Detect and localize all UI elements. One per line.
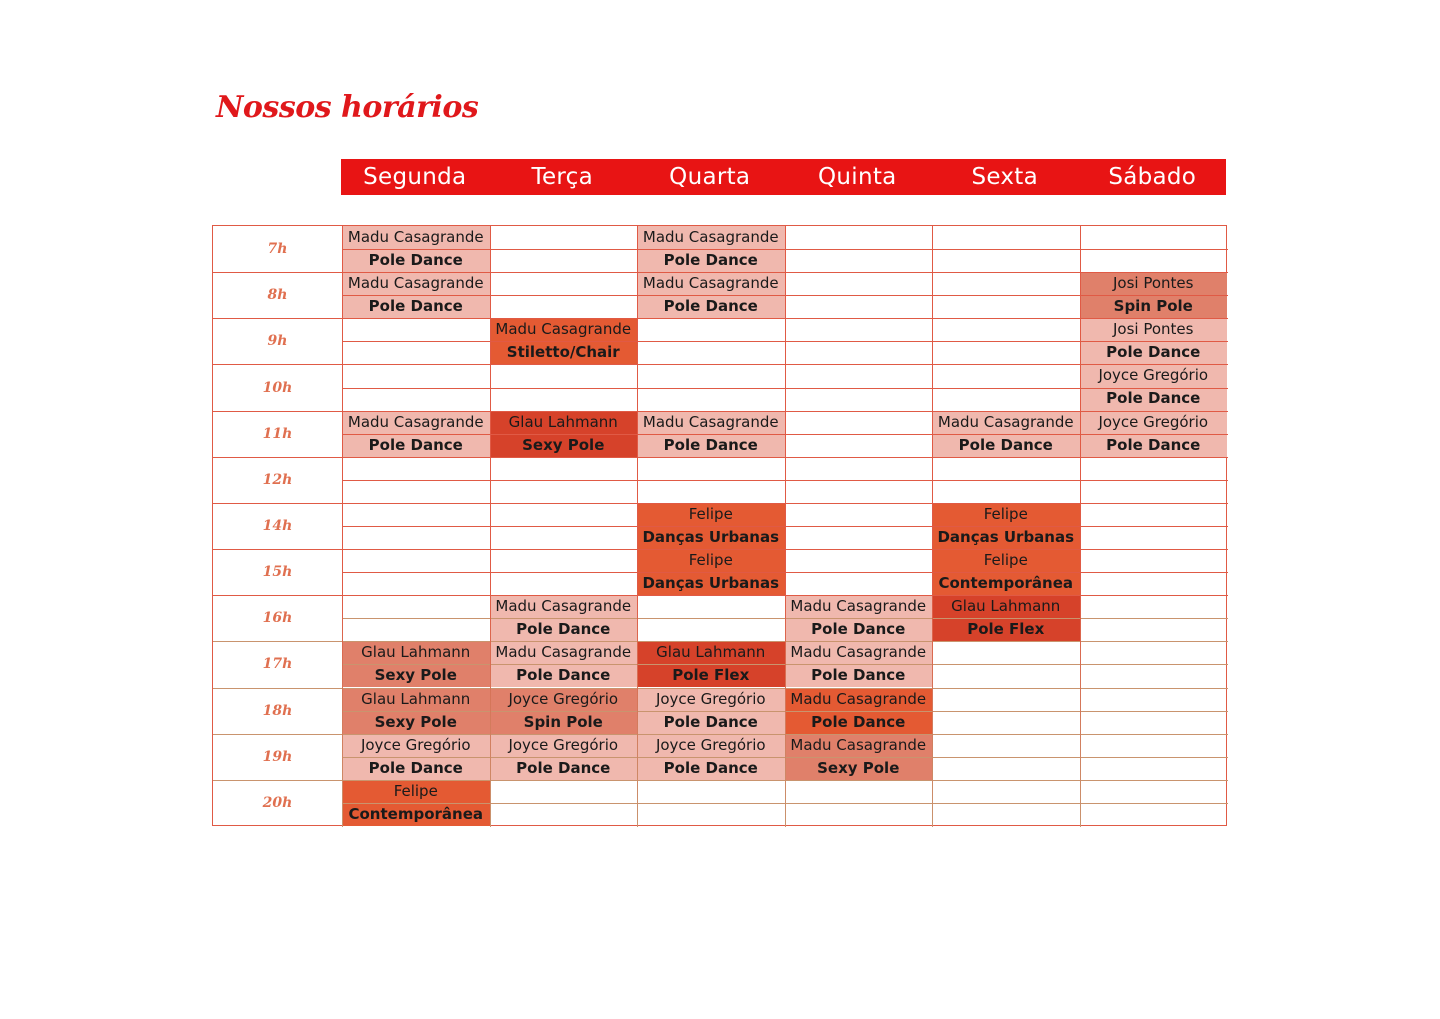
- column-divider: [490, 226, 491, 827]
- day-header-sabado: Sábado: [1108, 164, 1197, 190]
- instructor-name: Madu Casagrande: [642, 412, 779, 431]
- hour-label: 9h: [267, 333, 288, 350]
- hour-label: 14h: [262, 517, 293, 534]
- schedule-grid: [212, 225, 1227, 826]
- class-name: Pole Dance: [811, 712, 906, 731]
- class-name: Sexy Pole: [817, 758, 900, 777]
- hour-label: 8h: [267, 287, 288, 304]
- class-name: Pole Dance: [663, 435, 758, 454]
- class-name: Spin Pole: [523, 712, 603, 731]
- instructor-name: Felipe: [688, 504, 733, 523]
- hour-label: 12h: [262, 471, 293, 488]
- instructor-name: Madu Casagrande: [790, 735, 927, 754]
- class-name: Pole Dance: [516, 620, 611, 639]
- column-divider: [785, 226, 786, 827]
- class-name: Pole Dance: [958, 435, 1053, 454]
- row-divider: [213, 364, 1228, 365]
- class-name: Contemporânea: [348, 804, 483, 823]
- row-divider: [213, 688, 1228, 689]
- instructor-name: Madu Casagrande: [937, 412, 1074, 431]
- instructor-name: Josi Pontes: [1113, 320, 1194, 339]
- instructor-name: Felipe: [983, 504, 1028, 523]
- instructor-name: Madu Casagrande: [495, 597, 632, 616]
- page-title: Nossos horários: [216, 90, 479, 125]
- row-divider: [213, 549, 1228, 550]
- hour-label: 16h: [262, 610, 293, 627]
- instructor-name: Josi Pontes: [1113, 274, 1194, 293]
- instructor-name: Felipe: [983, 551, 1028, 570]
- instructor-name: Madu Casagrande: [495, 643, 632, 662]
- hour-label: 10h: [262, 379, 293, 396]
- class-name: Pole Dance: [663, 251, 758, 269]
- row-divider: [213, 595, 1228, 596]
- row-divider: [213, 641, 1228, 642]
- hour-label: 11h: [262, 425, 293, 442]
- instructor-name: Madu Casagrande: [642, 274, 779, 293]
- class-name: Pole Dance: [1106, 435, 1201, 454]
- column-divider: [1080, 226, 1081, 827]
- instructor-name: Madu Casagrande: [347, 274, 484, 293]
- instructor-name: Madu Casagrande: [642, 228, 779, 246]
- class-name: Pole Dance: [1106, 343, 1201, 362]
- class-name: Pole Dance: [811, 620, 906, 639]
- class-name: Pole Dance: [368, 251, 463, 269]
- class-name: Pole Flex: [967, 620, 1045, 639]
- instructor-name: Madu Casagrande: [790, 689, 927, 708]
- class-name: Pole Dance: [368, 435, 463, 454]
- instructor-name: Glau Lahmann: [361, 643, 471, 662]
- class-name: Pole Dance: [368, 758, 463, 777]
- class-name: Stiletto/Chair: [506, 343, 620, 362]
- hour-label: 19h: [262, 748, 293, 765]
- instructor-name: Glau Lahmann: [951, 597, 1061, 616]
- class-name: Spin Pole: [1113, 297, 1193, 316]
- row-divider: [213, 780, 1228, 781]
- class-name: Pole Flex: [672, 666, 750, 685]
- instructor-name: Madu Casagrande: [790, 643, 927, 662]
- class-name: Sexy Pole: [374, 712, 457, 731]
- instructor-name: Glau Lahmann: [508, 412, 618, 431]
- column-divider: [342, 226, 343, 827]
- days-header: [341, 159, 1226, 195]
- row-divider: [213, 318, 1228, 319]
- class-name: Pole Dance: [663, 297, 758, 316]
- hour-label: 7h: [267, 241, 288, 258]
- class-name: Danças Urbanas: [642, 527, 780, 546]
- day-header-segunda: Segunda: [363, 164, 467, 190]
- instructor-name: Joyce Gregório: [508, 735, 619, 754]
- instructor-name: Madu Casagrande: [347, 228, 484, 246]
- hour-label: 18h: [262, 702, 293, 719]
- instructor-name: Joyce Gregório: [1098, 366, 1209, 385]
- day-header-quinta: Quinta: [817, 164, 897, 190]
- column-divider: [932, 226, 933, 827]
- class-name: Danças Urbanas: [642, 574, 780, 593]
- class-name: Sexy Pole: [374, 666, 457, 685]
- class-name: Pole Dance: [516, 758, 611, 777]
- instructor-name: Glau Lahmann: [361, 689, 471, 708]
- instructor-name: Felipe: [688, 551, 733, 570]
- instructor-name: Madu Casagrande: [790, 597, 927, 616]
- class-name: Contemporânea: [938, 574, 1073, 593]
- day-header-quarta: Quarta: [669, 164, 751, 190]
- row-divider: [213, 734, 1228, 735]
- day-header-sexta: Sexta: [971, 164, 1039, 190]
- column-divider: [637, 226, 638, 827]
- day-header-terca: Terça: [531, 164, 593, 190]
- class-name: Danças Urbanas: [937, 527, 1075, 546]
- class-name: Pole Dance: [368, 297, 463, 316]
- hour-label: 15h: [262, 564, 293, 581]
- instructor-name: Felipe: [393, 781, 438, 800]
- instructor-name: Glau Lahmann: [656, 643, 766, 662]
- hour-label: 20h: [262, 794, 293, 811]
- instructor-name: Joyce Gregório: [1098, 412, 1209, 431]
- instructor-name: Joyce Gregório: [655, 689, 766, 708]
- instructor-name: Joyce Gregório: [508, 689, 619, 708]
- row-divider: [213, 272, 1228, 273]
- row-divider: [213, 503, 1228, 504]
- instructor-name: Madu Casagrande: [347, 412, 484, 431]
- class-name: Pole Dance: [663, 712, 758, 731]
- instructor-name: Joyce Gregório: [655, 735, 766, 754]
- class-name: Pole Dance: [663, 758, 758, 777]
- row-divider: [213, 411, 1228, 412]
- class-name: Pole Dance: [516, 666, 611, 685]
- class-name: Pole Dance: [811, 666, 906, 685]
- instructor-name: Madu Casagrande: [495, 320, 632, 339]
- class-name: Pole Dance: [1106, 389, 1201, 408]
- row-divider: [213, 457, 1228, 458]
- class-name: Sexy Pole: [522, 435, 605, 454]
- hour-label: 17h: [262, 656, 293, 673]
- instructor-name: Joyce Gregório: [360, 735, 471, 754]
